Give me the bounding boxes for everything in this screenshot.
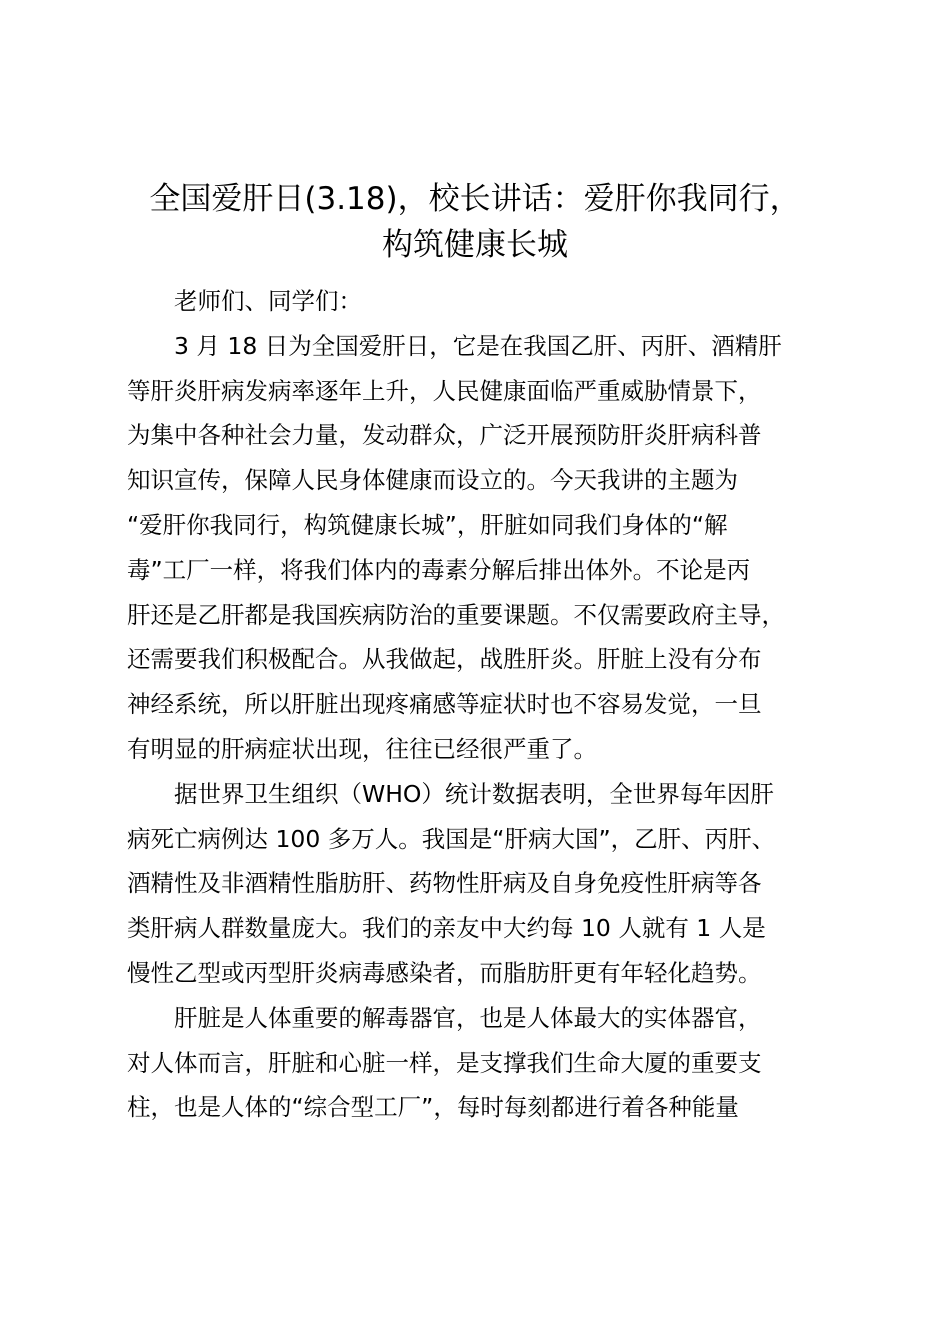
text-line: 知识宣传，保障人民身体健康而设立的。今天我讲的主题为	[127, 466, 738, 495]
paragraph-2	[127, 772, 839, 996]
text-line: 毒”工厂一样，将我们体内的毒素分解后排出体外。不论是丙	[127, 555, 751, 584]
text-line: 慢性乙型或丙型肝炎病毒感染者，而脂肪肝更有年轻化趋势。	[127, 958, 762, 987]
text-line: 柱，也是人体的“综合型工厂”，每时每刻都进行着各种能量	[127, 1093, 739, 1122]
greeting-paragraph	[127, 279, 839, 324]
text-line: 还需要我们积极配合。从我做起，战胜肝炎。肝脏上没有分布	[127, 645, 762, 674]
document-body	[127, 279, 839, 1130]
text-line: 神经系统，所以肝脏出现疼痛感等症状时也不容易发觉，一旦	[127, 690, 762, 719]
text-line: 酒精性及非酒精性脂肪肝、药物性肝病及自身免疫性肝病等各	[127, 869, 762, 898]
title-line: 构筑健康长城	[382, 227, 568, 263]
text-line: 等肝炎肝病发病率逐年上升，人民健康面临严重威胁情景下，	[127, 376, 762, 405]
paragraph-1	[127, 324, 839, 772]
paragraph-3	[127, 996, 839, 1130]
greeting-line: 老师们、同学们：	[174, 287, 362, 315]
document-title	[110, 176, 840, 268]
text-line: 类肝病人群数量庞大。我们的亲友中大约每 10 人就有 1 人是	[127, 914, 766, 943]
text-line: 为集中各种社会力量，发动群众，广泛开展预防肝炎肝病科普	[127, 421, 762, 450]
text-line: 肝脏是人体重要的解毒器官，也是人体最大的实体器官，	[174, 1003, 762, 1032]
text-line: “爱肝你我同行，构筑健康长城”，肝脏如同我们身体的“解	[127, 510, 728, 539]
title-line: 全国爱肝日(3.18)，校长讲话：爱肝你我同行，	[149, 181, 801, 217]
text-line: 据世界卫生组织（WHO）统计数据表明，全世界每年因肝	[174, 779, 774, 808]
text-line: 肝还是乙肝都是我国疾病防治的重要课题。不仅需要政府主导，	[127, 600, 785, 629]
text-line: 对人体而言，肝脏和心脏一样，是支撑我们生命大厦的重要支	[127, 1048, 762, 1077]
text-line: 有明显的肝病症状出现，往往已经很严重了。	[127, 734, 597, 763]
text-line: 病死亡病例达 100 多万人。我国是“肝病大国”，乙肝、丙肝、	[127, 824, 776, 853]
text-line: 3 月 18 日为全国爱肝日，它是在我国乙肝、丙肝、酒精肝	[174, 331, 782, 360]
